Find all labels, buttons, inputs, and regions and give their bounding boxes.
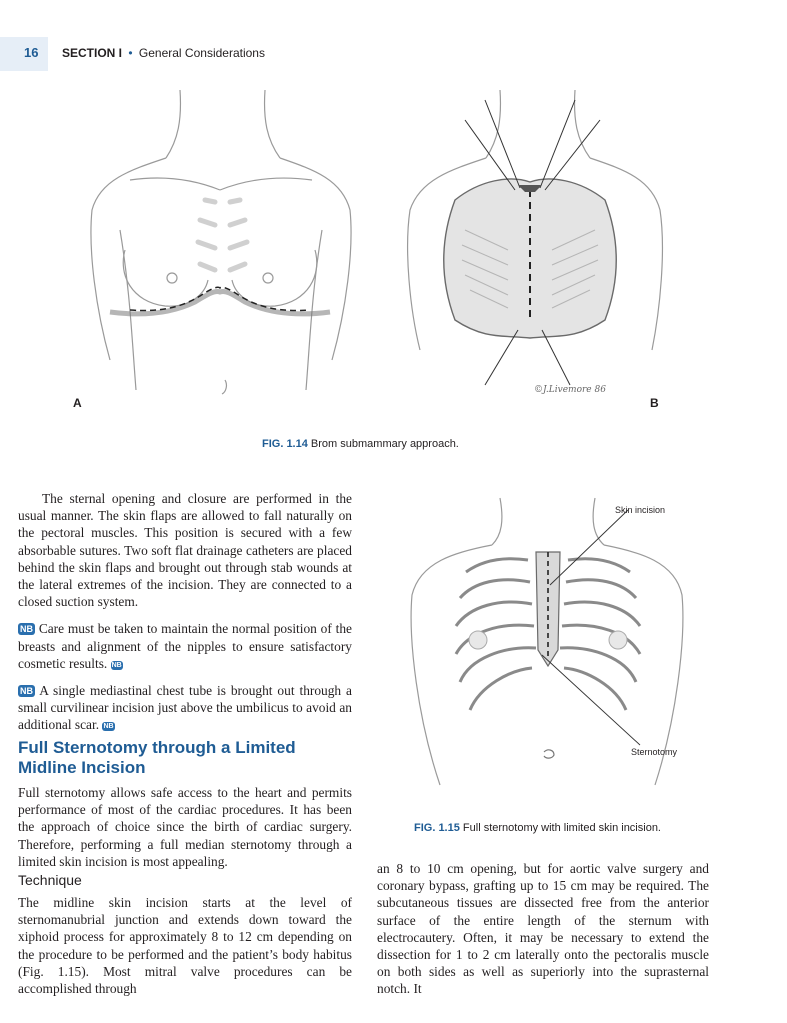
paragraph: The sternal opening and closure are performed in the usual manner. The skin flaps are allowed to fall naturally on the pectoral muscles. This position is secured with a few absorbable sutures. Two soft flat drainage catheters are placed behind the skin flaps and brought out through stab wounds at the lateral extremes of the incision. They are connected to a closed suction system. [18, 491, 352, 610]
figure-1-14-panel-b-illustration [390, 80, 680, 400]
figure-1-14-label: FIG. 1.14 [262, 438, 308, 450]
illustrator-signature: ©J.Livemore 86 [534, 385, 606, 395]
nb-badge: NB [20, 624, 33, 635]
nb-end-badge: NB [111, 661, 122, 669]
page-number: 16 [24, 45, 39, 60]
bullet-separator: • [128, 46, 133, 60]
nb-note-1 [18, 620, 352, 672]
panel-a-label: A [73, 396, 82, 410]
running-head-title [62, 46, 265, 60]
nb-note-text: A single mediastinal chest tube is brought out through a small curvilinear incision just above the umbilicus to avoid an additional scar. [18, 683, 352, 733]
figure-1-15-caption-text: Full sternotomy with limited skin incision. [462, 822, 661, 834]
running-header [0, 0, 787, 70]
paragraph: an 8 to 10 cm opening, but for aortic valve surgery and coronary bypass, grafting up to 15 cm may be required. The subcutaneous tissues are dissected free from the anterior surface of the entire length of the sternum with electrocautery. Often, it may be necessary to extend the dissection for 1 to 2 cm laterally onto the pectoralis muscle on both sides as well as superiorly into the suprasternal notch. It [377, 861, 709, 997]
section-title: General Considerations [138, 46, 265, 60]
figure-1-14-panel-a-illustration [70, 80, 370, 400]
paragraph: The midline skin incision starts at the level of sternomanubrial junction and extends down toward the xiphoid process for approximately 8 to 12 cm depending on the procedure to be performed and the patient’s body habitus (Fig. 1.15). Most mitral valve procedures can be accomplished through [18, 895, 352, 997]
figure-1-14-caption-text: Brom submammary approach. [310, 438, 459, 450]
nb-note-text: Care must be taken to maintain the normal position of the breasts and alignment of the nipples to ensure satisfactory cosmetic results. [18, 621, 352, 671]
nb-badge: NB [20, 686, 33, 697]
right-column [377, 860, 709, 998]
section-heading: Full Sternotomy through a Limited Midline Incision [18, 738, 296, 777]
figure-1-15-label: FIG. 1.15 [414, 822, 460, 834]
paragraph: Full sternotomy allows safe access to the heart and permits performance of most of the cardiac procedures. It has been the approach of choice since the birth of cardiac surgery. Therefore, performing a full median sternotomy through a limited skin incision is most appealing. [18, 785, 352, 869]
section-label: SECTION I [62, 46, 123, 60]
panel-b-label: B [650, 396, 659, 410]
left-column-upper [18, 490, 352, 734]
skin-incision-callout: Skin incision [615, 505, 666, 515]
subheading: Technique [18, 872, 82, 888]
sternotomy-callout: Sternotomy [631, 747, 678, 757]
figure-1-14-caption [262, 438, 459, 450]
nb-note-2 [18, 682, 352, 734]
figure-1-15-caption [414, 822, 661, 834]
nb-end-badge: NB [103, 723, 114, 731]
left-column-lower [18, 894, 352, 997]
left-column-middle [18, 784, 352, 870]
